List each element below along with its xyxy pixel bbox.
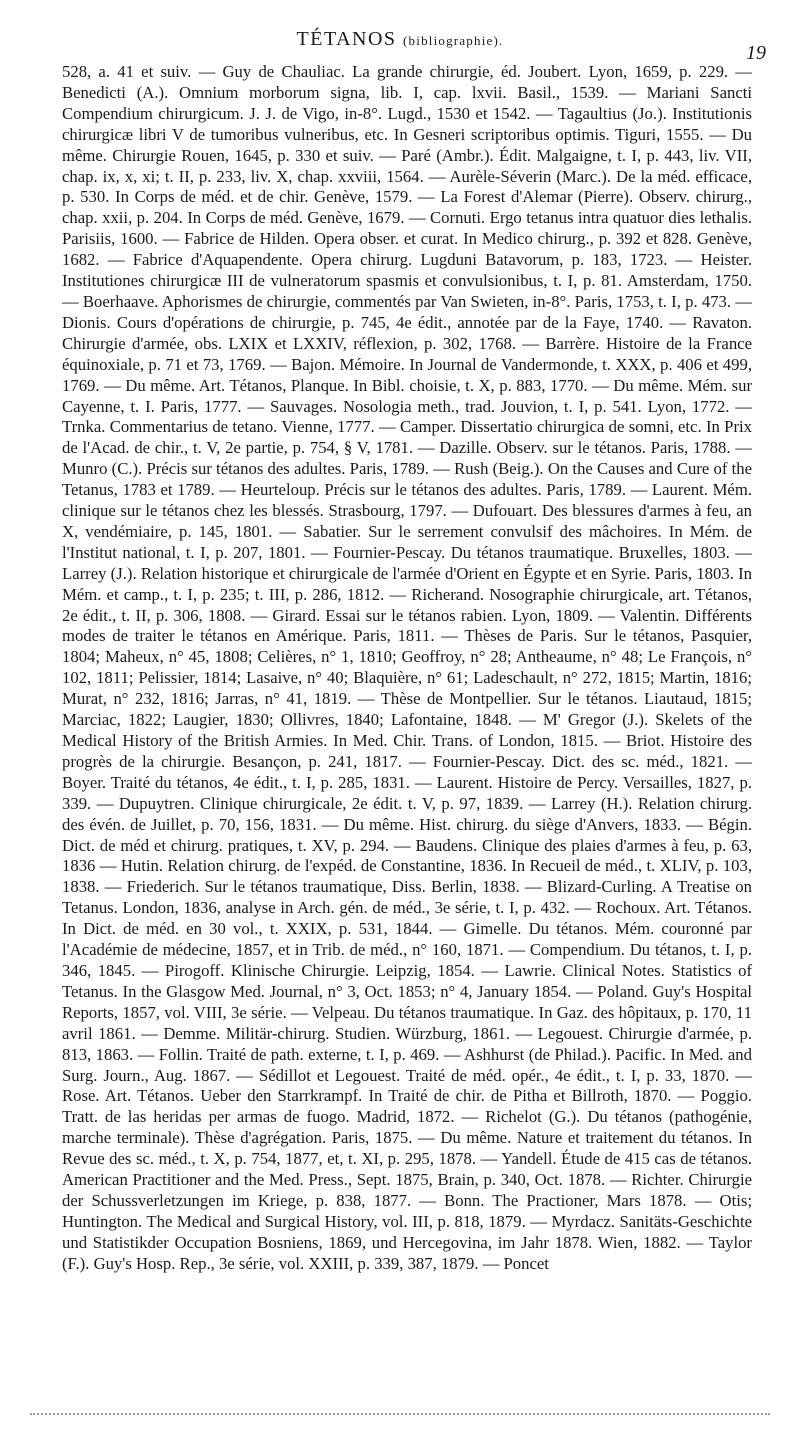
- bibliography-text: [62, 62, 752, 1275]
- header-subtitle: (bibliographie).: [403, 33, 504, 48]
- header-title: TÉTANOS: [296, 28, 397, 50]
- bottom-dotted-rule: [30, 1413, 770, 1415]
- header-title-line: [0, 28, 800, 51]
- page-number: 19: [746, 42, 766, 64]
- running-head: [0, 22, 800, 64]
- bibliography-paragraph: 528, a. 41 et suiv. — Guy de Chauliac. La grande chirurgie, éd. Joubert. Lyon, 1659, p. 229. — Benedicti (A.). Omnium morborum signa, lib. I, cap. lxvii. Basil., 1539. — Mariani Sancti Compendium chirurgicum. J. J. de Vigo, in-8°. Lugd., 1530 et 1542. — Tagaultius (Jo.). Institutionis chirurgicæ libri V de tumoribus vulneribus, etc. In Gesneri scriptoribus optimis. Tiguri, 1555. — Du même. Chirurgie Rouen, 1645, p. 330 et suiv. — Paré (Ambr.). Édit. Malgaigne, t. I, p. 443, liv. VII, chap. ix, x, xi; t. II, p. 233, liv. X, chap. xxviii, 1564. — Aurèle-Séverin (Marc.). De la méd. efficace, p. 530. In Corps de méd. et de chir. Genève, 1579. — La Forest d'Alemar (Pierre). Observ. chirurg., chap. xxii, p. 204. In Corps de méd. Genève, 1679. — Cornuti. Ergo tetanus intra quatuor dies lethalis. Parisiis, 1600. — Fabrice de Hilden. Opera obser. et curat. In Medico chirurg., p. 392 et 828. Genève, 1682. — Fabrice d'Aquapendente. Opera chirurg. Lugduni Batavorum, p. 183, 1723. — Heister. Institutiones chirurgicæ III de vulneratorum spasmis et convulsionibus, t. I, p. 81. Amsterdam, 1750. — Boerhaave. Aphorismes de chirurgie, commentés par Van Swieten, in-8°. Paris, 1753, t. I, p. 473. — Dionis. Cours d'opérations de chirurgie, p. 745, 4e édit., annotée par de la Faye, 1740. — Ravaton. Chirurgie d'armée, obs. LXIX et LXXIV, réflexion, p. 302, 1768. — Barrère. Histoire de la France équinoxiale, p. 71 et 73, 1769. — Bajon. Mémoire. In Journal de Vandermonde, t. XXX, p. 406 et 499, 1769. — Du même. Art. Tétanos, Planque. In Bibl. choisie, t. X, p. 883, 1770. — Du même. Mém. sur Cayenne, t. I. Paris, 1777. — Sauvages. Nosologia meth., trad. Jouvion, t. I, p. 541. Lyon, 1772. — Trnka. Commentarius de tetano. Vienne, 1777. — Camper. Dissertatio chirurgica de somni, etc. In Prix de l'Acad. de chir., t. V, 2e partie, p. 754, § V, 1781. — Dazille. Observ. sur le tétanos. Paris, 1788. — Munro (C.). Précis sur tétanos des adultes. Paris, 1789. — Rush (Beig.). On the Causes and Cure of the Tetanus, 1783 et 1789. — Heurteloup. Précis sur le tétanos des adultes. Paris, 1789. — Laurent. Mém. clinique sur le tétanos chez les blessés. Strasbourg, 1797. — Dufouart. Des blessures d'armes à feu, an X, vendémiaire, p. 145, 1801. — Sabatier. Sur le serrement convulsif des mâchoires. In Mém. de l'Institut national, t. I, p. 207, 1801. — Fournier-Pescay. Du tétanos traumatique. Bruxelles, 1803. — Larrey (J.). Relation historique et chirurgicale de l'armée d'Orient en Égypte et en Syrie. Paris, 1803. In Mém. et camp., t. I, p. 235; t. III, p. 286, 1812. — Richerand. Nosographie chirurgicale, art. Tétanos, 2e édit., t. II, p. 306, 1808. — Girard. Essai sur le tétanos rabien. Lyon, 1809. — Valentin. Différents modes de traiter le tétanos en Amérique. Paris, 1811. — Thèses de Paris. Sur le tétanos, Pasquier, 1804; Maheux, n° 45, 1808; Celières, n° 1, 1810; Geoffroy, n° 28; Antheaume, n° 48; Le François, n° 102, 1811; Pelissier, 1814; Lasaive, n° 40; Blaquière, n° 61; Ladeschault, n° 272, 1815; Martin, 1816; Murat, n° 232, 1816; Jarras, n° 41, 1819. — Thèse de Montpellier. Sur le tétanos. Liautaud, 1815; Marciac, 1822; Laugier, 1830; Ollivres, 1840; Lafontaine, 1848. — M' Gregor (J.). Skelets of the Medical History of the British Armies. In Med. Chir. Trans. of London, 1815. — Briot. Histoire des progrès de la chirurgie. Besançon, p. 241, 1817. — Fournier-Pescay. Dict. des sc. méd., 1821. — Boyer. Traité du tétanos, 4e édit., t. I, p. 285, 1831. — Laurent. Histoire de Percy. Versailles, 1827, p. 339. — Dupuytren. Clinique chirurgicale, 2e édit. t. V, p. 97, 1839. — Larrey (H.). Relation chirurg. des évén. de Juillet, p. 70, 156, 1831. — Du même. Hist. chirurg. du siège d'Anvers, 1833. — Bégin. Dict. de méd et chirurg. pratiques, t. XV, p. 294. — Baudens. Clinique des plaies d'armes à feu, p. 63, 1836 — Hutin. Relation chirurg. de l'expéd. de Constantine, 1836. In Recueil de méd., t. XLIV, p. 103, 1838. — Friederich. Sur le tétanos traumatique, Diss. Berlin, 1838. — Blizard-Curling. A Treatise on Tetanus. London, 1836, analyse in Arch. gén. de méd., 3e série, t. I, p. 432. — Rochoux. Art. Tétanos. In Dict. de méd. en 30 vol., t. XXIX, p. 531, 1844. — Gimelle. Du tétanos. Mém. couronné par l'Académie de médecine, 1857, et in Trib. de méd., n° 160, 1871. — Compendium. Du tétanos, t. I, p. 346, 1845. — Pirogoff. Klinische Chirurgie. Leipzig, 1854. — Lawrie. Clinical Notes. Statistics of Tetanus. In the Glasgow Med. Journal, n° 3, Oct. 1853; n° 4, January 1854. — Poland. Guy's Hospital Reports, 1857, vol. VIII, 3e série. — Velpeau. Du tétanos traumatique. In Gaz. des hôpitaux, p. 170, 11 avril 1861. — Demme. Militär-chirurg. Studien. Würzburg, 1861. — Legouest. Chirurgie d'armée, p. 813, 1863. — Follin. Traité de path. externe, t. I, p. 469. — Ashhurst (de Philad.). Pacific. In Med. and Surg. Journ., Aug. 1867. — Sédillot et Legouest. Traité de méd. opér., 4e édit., t. I, p. 33, 1870. — Rose. Art. Tétanos. Ueber den Starrkrampf. In Traité de chir. de Pitha et Billroth, 1870. — Poggio. Tratt. de las heridas per armas de fuogo. Madrid, 1872. — Richelot (G.). Du tétanos (pathogénie, marche terminale). Thèse d'agrégation. Paris, 1875. — Du même. Nature et traitement du tétanos. In Revue des sc. méd., t. X, p. 754, 1877, et, t. XI, p. 295, 1878. — Yandell. Étude de 415 cas de tétanos. American Practitioner and the Med. Press., Sept. 1875, Brain, p. 340, Oct. 1878. — Richter. Chirurgie der Schussverletzungen im Kriege, p. 838, 1877. — Bonn. The Practioner, Mars 1878. — Otis; Huntington. The Medical and Surgical History, vol. III, p. 818, 1879. — Myrdacz. Sanitäts-Geschichte und Statistikder Occupation Bosniens, 1869, und Hercegovina, im Jahr 1878. Wien, 1882. — Taylor (F.). Guy's Hosp. Rep., 3e série, vol. XXIII, p. 339, 387, 1879. — Poncet: [62, 62, 752, 1273]
